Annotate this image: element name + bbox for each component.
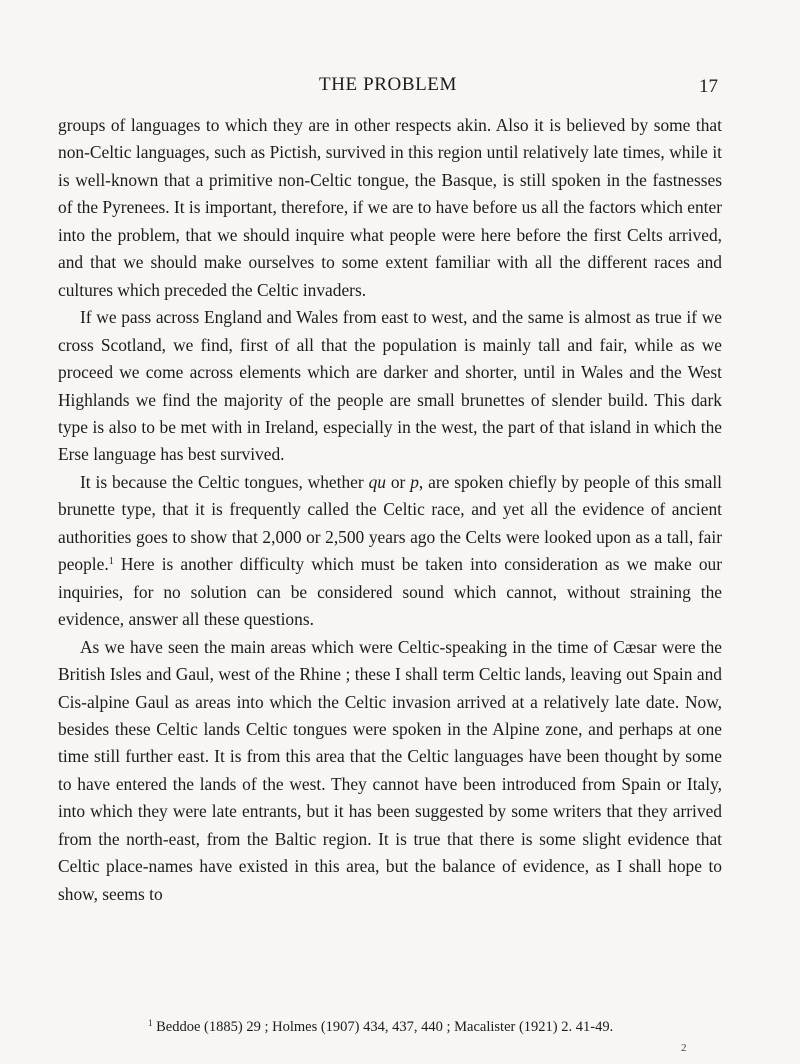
italic-p: p [410, 471, 419, 492]
running-head [58, 74, 718, 104]
italic-qu: qu [368, 471, 386, 492]
footnote-marker: 1 [148, 1018, 153, 1028]
paragraph-3-part-3: , are spoken chiefly by people of this small brunette type, that it is frequently called the Celtic race, and yet all the evidence of ancient authorities goes to show that 2,000 or 2,500 years ago the Celts were looked upon as a tall, fair people. [58, 471, 722, 575]
page-number: 17 [699, 76, 718, 97]
running-title: THE PROBLEM [318, 74, 458, 95]
footnote [148, 1018, 748, 1036]
paragraph-3-part-4: Here is another difficulty which must be taken into consideration as we make our inquiries, for no solution can be considered sound which cannot, without straining the evidence, answer all these questions. [58, 554, 722, 630]
paragraph-1: groups of languages to which they are in other respects akin. Also it is believed by some that non-Celtic languages, such as Pictish, survived in this region until relatively late times, while it is well-known that a primitive non-Celtic tongue, the Basque, is still spoken in the fastnesses of the Pyrenees. It is important, therefore, if we are to have before us all the factors which enter into the problem, that we should inquire what people were here before the first Celts arrived, and that we should make ourselves to some extent familiar with all the different races and cultures which preceded the Celtic invaders. [58, 115, 722, 300]
footnote-text: Beddoe (1885) 29 ; Holmes (1907) 434, 437, 440 ; Macalister (1921) 2. 41-49. [156, 1019, 614, 1035]
body-text [58, 112, 722, 908]
paragraph-2: If we pass across England and Wales from east to west, and the same is almost as true if we cross Scotland, we find, first of all that the population is mainly tall and fair, while as we proceed we come across elements which are darker and shorter, until in Wales and the West Highlands we find the majority of the people are small brunettes of slender build. This dark type is also to be met with in Ireland, especially in the west, the part of that island in which the Erse language has best survived. [58, 307, 722, 465]
paragraph-3 [58, 469, 722, 634]
signature-mark: 2 [681, 1042, 687, 1054]
paragraph-4: As we have seen the main areas which were Celtic-speaking in the time of Cæsar were the British Isles and Gaul, west of the Rhine ; these I shall term Celtic lands, leaving out Spain and Cis-alpine Gaul as areas into which the Celtic invasion arrived at a relatively late date. Now, besides these Celtic lands Celtic tongues were spoken in the Alpine zone, and perhaps at one time still further east. It is from this area that the Celtic languages have been thought by some to have entered the lands of the west. They cannot have been introduced from Spain or Italy, into which they were late entrants, but it has been suggested by some writers that they arrived from the north-east, from the Baltic region. It is true that there is some slight evidence that Celtic place-names have existed in this area, but the balance of evidence, as I shall hope to show, seems to [58, 636, 722, 904]
paragraph-3-part-1: It is because the Celtic tongues, whether [80, 471, 369, 492]
footnote-reference: 1 [108, 556, 114, 568]
paragraph-3-part-2: or [385, 471, 411, 492]
